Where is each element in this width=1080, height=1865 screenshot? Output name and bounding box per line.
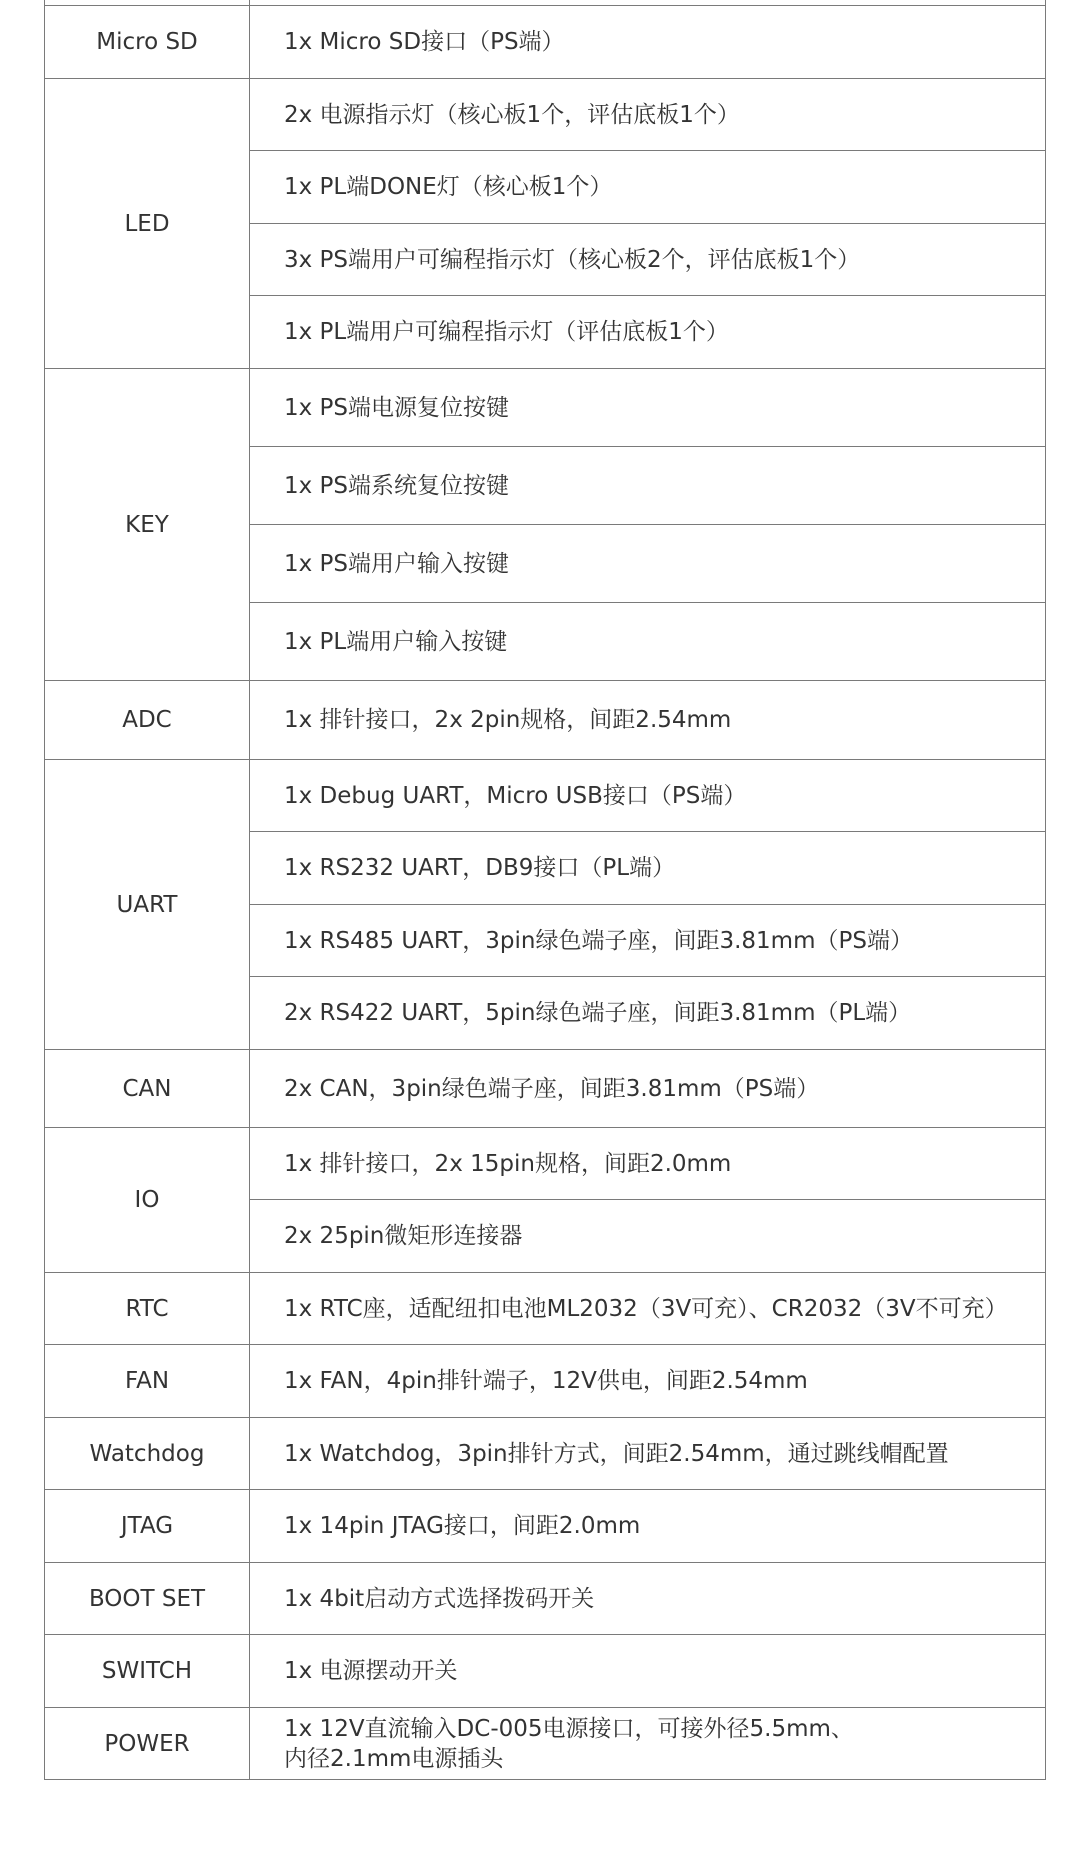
- table-row: [45, 1563, 1046, 1635]
- spec-item-value: 1x 排针接口，2x 15pin规格，间距2.0mm: [250, 1128, 1046, 1200]
- spec-item-value: 1x PL端用户输入按键: [250, 603, 1046, 681]
- spec-item-value: 1x Debug UART，Micro USB接口（PS端）: [250, 760, 1046, 832]
- spec-item-value: 1x RS485 UART，3pin绿色端子座，间距3.81mm（PS端）: [250, 905, 1046, 977]
- table-row: [45, 1273, 1046, 1345]
- spec-item-value: 1x RTC座，适配纽扣电池ML2032（3V可充）、CR2032（3V不可充）: [250, 1273, 1046, 1345]
- spec-table-body: [45, 0, 1046, 1780]
- table-row: [45, 1418, 1046, 1490]
- spec-category-label: FAN: [45, 1345, 250, 1418]
- spec-category-label: Watchdog: [45, 1418, 250, 1490]
- spec-item-value: 1x 4bit启动方式选择拨码开关: [250, 1563, 1046, 1635]
- spec-item-value: 1x PL端DONE灯（核心板1个）: [250, 151, 1046, 224]
- spec-item-value: 1x 12V直流输入DC-005电源接口，可接外径5.5mm、 内径2.1mm电源插头: [250, 1708, 1046, 1780]
- spec-item-value: 1x FAN，4pin排针端子，12V供电，间距2.54mm: [250, 1345, 1046, 1418]
- spec-category-label: KEY: [45, 369, 250, 681]
- spec-item-value: 1x Watchdog，3pin排针方式，间距2.54mm，通过跳线帽配置: [250, 1418, 1046, 1490]
- spec-category-label: RTC: [45, 1273, 250, 1345]
- spec-category-label: LED: [45, 79, 250, 369]
- spec-category-label: Micro SD: [45, 6, 250, 79]
- spec-category-label: IO: [45, 1128, 250, 1273]
- spec-category-label: UART: [45, 760, 250, 1050]
- spec-item-value: 1x 排针接口，2x 2pin规格，间距2.54mm: [250, 681, 1046, 760]
- table-row: [45, 1635, 1046, 1708]
- spec-category-label: ADC: [45, 681, 250, 760]
- spec-item-value: 1x PS端电源复位按键: [250, 369, 1046, 447]
- table-row: [45, 1128, 1046, 1200]
- spec-item-value: 1x PS端用户输入按键: [250, 525, 1046, 603]
- spec-item-value: 1x RS232 UART，DB9接口（PL端）: [250, 832, 1046, 905]
- table-row: [45, 760, 1046, 832]
- spec-item-value: 1x PS端系统复位按键: [250, 447, 1046, 525]
- spec-item-value: 2x 电源指示灯（核心板1个，评估底板1个）: [250, 79, 1046, 151]
- table-row: [45, 681, 1046, 760]
- table-row: [45, 1490, 1046, 1563]
- spec-item-value: 1x 14pin JTAG接口，间距2.0mm: [250, 1490, 1046, 1563]
- spec-item-value: 1x 电源摆动开关: [250, 1635, 1046, 1708]
- table-row: [45, 1050, 1046, 1128]
- table-row: [45, 369, 1046, 447]
- spec-item-value: 2x RS422 UART，5pin绿色端子座，间距3.81mm（PL端）: [250, 977, 1046, 1050]
- spec-item-value: 2x 25pin微矩形连接器: [250, 1200, 1046, 1273]
- spec-item-value: 1x PL端用户可编程指示灯（评估底板1个）: [250, 296, 1046, 369]
- spec-category-label: CAN: [45, 1050, 250, 1128]
- table-row: [45, 1345, 1046, 1418]
- table-row: [45, 1708, 1046, 1780]
- table-row: [45, 79, 1046, 151]
- spec-table: [44, 0, 1046, 1780]
- spec-category-label: BOOT SET: [45, 1563, 250, 1635]
- spec-item-value: 3x PS端用户可编程指示灯（核心板2个，评估底板1个）: [250, 224, 1046, 296]
- spec-category-label: POWER: [45, 1708, 250, 1780]
- spec-item-value: 2x CAN，3pin绿色端子座，间距3.81mm（PS端）: [250, 1050, 1046, 1128]
- spec-category-label: SWITCH: [45, 1635, 250, 1708]
- spec-item-value: 1x Micro SD接口（PS端）: [250, 6, 1046, 79]
- table-row: [45, 6, 1046, 79]
- spec-category-label: JTAG: [45, 1490, 250, 1563]
